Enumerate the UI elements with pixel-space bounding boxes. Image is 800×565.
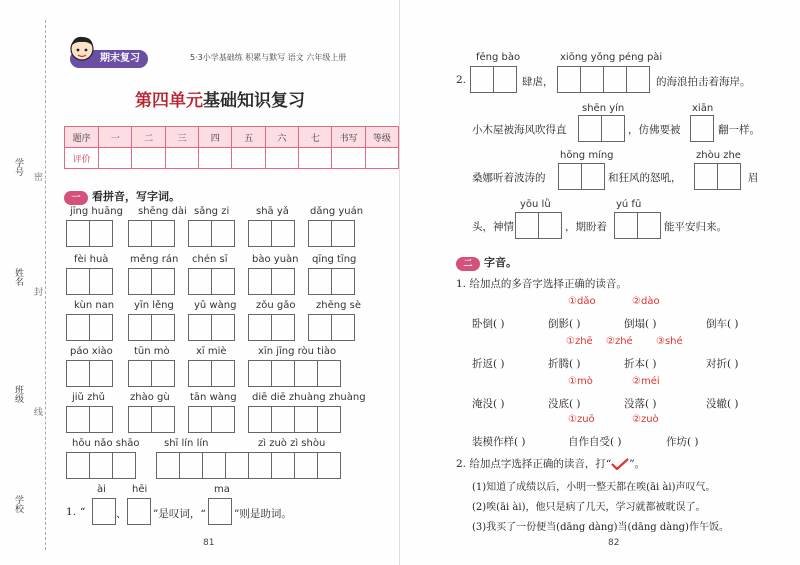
passage-text: 头，神情 (472, 221, 514, 233)
page-number: 82 (608, 538, 620, 548)
write-box-single[interactable] (92, 498, 115, 525)
word-item: 作坊( ) (666, 436, 699, 448)
write-box-quad[interactable] (156, 452, 248, 479)
word-item: 对折( ) (706, 358, 739, 370)
pinyin-label: jīng huāng (70, 206, 123, 217)
write-box-pair[interactable] (248, 268, 294, 295)
write-box-pair[interactable] (694, 163, 740, 190)
pinyin-label: shēn yín (582, 103, 625, 114)
score-header-cell: 七 (299, 127, 332, 148)
score-cell[interactable] (99, 148, 132, 169)
write-box-pair[interactable] (128, 406, 174, 433)
pinyin-label: fèi huà (74, 254, 109, 265)
score-header-cell: 五 (232, 127, 265, 148)
write-box-pair[interactable] (66, 314, 112, 341)
pinyin-label: xīn jīng ròu tiào (258, 346, 337, 357)
score-row-label: 评价 (65, 148, 99, 169)
word-item: 自作自受( ) (568, 436, 622, 448)
write-box-pair[interactable] (308, 314, 354, 341)
write-box-pair[interactable] (188, 406, 234, 433)
option-label: ③shé (656, 336, 683, 347)
word-item: 没底( ) (548, 398, 581, 410)
binding-margin (0, 0, 55, 565)
write-box-pair[interactable] (188, 314, 234, 341)
score-cell[interactable] (232, 148, 265, 169)
open-quote: “ (80, 506, 86, 518)
word-item: 倒塌( ) (624, 318, 657, 330)
pinyin-label: ma (214, 484, 230, 495)
write-box-quad[interactable] (248, 406, 340, 433)
pinyin-label: zhào gù (130, 392, 170, 403)
seal-line (45, 20, 46, 550)
instruction-2: 2. 给加点字选择正确的读音，打“ ”。 (456, 458, 646, 470)
write-box-pair[interactable] (128, 314, 174, 341)
passage-text: 翻一样。 (718, 124, 760, 136)
pinyin-label: bào yuàn (252, 254, 299, 265)
write-box-pair[interactable] (128, 220, 174, 247)
option-label: ②dào (632, 296, 660, 307)
word-item: 折本( ) (624, 358, 657, 370)
right-page (400, 0, 800, 565)
passage-text: 桑娜听着波涛的 (472, 172, 546, 184)
pinyin-label: tūn mò (134, 346, 170, 357)
sentence-1: (1)知道了成绩以后，小明一整天都在唉(āi ài)声叹气。 (472, 482, 716, 493)
passage-text: 和狂风的怒吼， (608, 172, 682, 184)
write-box-pair[interactable] (188, 268, 234, 295)
score-header-cell: 等级 (365, 127, 398, 148)
write-box-quad[interactable] (557, 66, 649, 93)
school-label: 学校 (13, 495, 23, 513)
pinyin-label: zǒu gǎo (256, 300, 296, 311)
section-1-heading: 一 看拼音，写字词。 (64, 188, 180, 205)
pinyin-label: diē diē zhuàng zhuàng (252, 392, 366, 403)
write-box-pair[interactable] (578, 115, 624, 142)
write-box-pair[interactable] (66, 268, 112, 295)
pinyin-label: dǎng yuán (310, 206, 364, 217)
question-1-text-b: ”则是助词。 (234, 508, 292, 520)
option-label: ①zuō (568, 414, 595, 425)
page-number: 81 (203, 538, 215, 548)
pinyin-label: jiǔ zhǔ (72, 392, 105, 403)
word-item: 折腾( ) (548, 358, 581, 370)
separator-text: 、 (116, 508, 127, 520)
write-box-pair[interactable] (558, 163, 604, 190)
pinyin-label: yōu lǜ (520, 199, 551, 210)
score-header-cell: 四 (199, 127, 232, 148)
question-1-text-a: ”是叹词，“ (153, 508, 206, 520)
question-number: 1. (66, 506, 77, 518)
pinyin-label: sǎng zi (194, 206, 230, 217)
passage-text: ，仿佛要被 (628, 124, 681, 136)
passage-text: 眉 (748, 172, 759, 184)
option-label: ②méi (632, 376, 660, 387)
word-item: 没辙( ) (706, 398, 739, 410)
write-box-pair[interactable] (128, 360, 174, 387)
pinyin-label: shī lín lín (164, 438, 209, 449)
word-item: 卧倒( ) (472, 318, 505, 330)
write-box-pair[interactable] (66, 360, 112, 387)
score-header-cell: 题序 (65, 127, 99, 148)
student-id-label: 学号 (13, 158, 23, 176)
section-2-heading: 二 字音。 (456, 254, 517, 271)
seal-word-xian: 线 (34, 408, 44, 418)
pinyin-label: yǔ wàng (194, 300, 237, 311)
sentence-3: (3)我买了一份便当(dāng dàng)当(dāng dàng)作午饭。 (472, 522, 729, 533)
pinyin-label: kùn nan (74, 300, 115, 311)
option-label: ①mò (568, 376, 593, 387)
pinyin-label: yú fū (616, 199, 642, 210)
score-cell[interactable] (265, 148, 298, 169)
page-title: 第四单元基础知识复习 (135, 91, 305, 111)
series-title: 5·3小学基础练 积累与默写 语文 六年级上册 (190, 53, 347, 62)
check-mark-icon (611, 458, 629, 470)
class-label: 班级 (13, 385, 23, 403)
page-header (70, 48, 380, 68)
option-label: ①zhē (566, 336, 593, 347)
score-header-cell: 书写 (332, 127, 365, 148)
write-box-single[interactable] (208, 498, 231, 525)
option-label: ②zuò (632, 414, 659, 425)
pinyin-label: ài (97, 484, 106, 495)
write-box-pair[interactable] (248, 314, 294, 341)
write-box-pair[interactable] (614, 212, 660, 239)
passage-text: 肆虐， (522, 76, 554, 88)
write-box-pair[interactable] (188, 220, 234, 247)
pinyin-label: xiōng yǒng péng pài (560, 52, 663, 63)
write-box-pair[interactable] (128, 268, 174, 295)
pinyin-label: hēi (132, 484, 148, 495)
question-number: 2. (456, 74, 467, 86)
pinyin-label: qīng tīng (312, 254, 357, 265)
pinyin-label: zhēng sè (316, 300, 361, 311)
write-box-pair[interactable] (248, 220, 294, 247)
pinyin-label: chén sī (192, 254, 228, 265)
word-item: 倒影( ) (548, 318, 581, 330)
sentence-2: (2)唉(āi ài)，他只是病了几天，学习就都被耽误了。 (472, 502, 706, 513)
word-item: 折返( ) (472, 358, 505, 370)
write-box-pair[interactable] (66, 220, 112, 247)
word-item: 装模作样( ) (472, 436, 526, 448)
score-header-cell: 一 (99, 127, 132, 148)
passage-text: 的海浪拍击着海岸。 (656, 76, 751, 88)
score-header-cell: 二 (132, 127, 165, 148)
pinyin-label: tān wàng (190, 392, 237, 403)
write-box-pair[interactable] (308, 220, 354, 247)
score-header-cell: 三 (165, 127, 198, 148)
score-cell[interactable] (132, 148, 165, 169)
student-avatar-icon (68, 34, 96, 64)
write-box-single[interactable] (127, 498, 150, 525)
write-box-pair[interactable] (188, 360, 234, 387)
pinyin-label: měng rán (130, 254, 179, 265)
write-box-pair[interactable] (470, 66, 516, 93)
score-cell[interactable] (365, 148, 398, 169)
option-label: ①dǎo (568, 296, 596, 307)
pinyin-label: xī miè (196, 346, 227, 357)
write-box-pair[interactable] (66, 406, 112, 433)
pinyin-label: hōu nǎo shāo (72, 438, 140, 449)
write-box-quad[interactable] (248, 360, 340, 387)
pinyin-label: hōng míng (560, 150, 614, 161)
write-box-triple[interactable] (66, 452, 135, 479)
write-box-pair[interactable] (308, 268, 354, 295)
score-header-cell: 六 (265, 127, 298, 148)
pinyin-label: shēng dài (138, 206, 187, 217)
word-item: 倒车( ) (706, 318, 739, 330)
pinyin-label: shā yǎ (256, 206, 289, 217)
write-box-pair[interactable] (515, 212, 561, 239)
passage-text: 小木屋被海风吹得直 (472, 124, 567, 136)
pinyin-label: fēng bào (476, 52, 521, 63)
name-label: 姓名 (13, 268, 23, 286)
word-item: 淹没( ) (472, 398, 505, 410)
pinyin-label: zhòu zhe (696, 150, 741, 161)
score-cell[interactable] (332, 148, 365, 169)
score-cell[interactable] (199, 148, 232, 169)
write-box-single[interactable] (690, 115, 713, 142)
review-badge: 期末复习 (70, 50, 148, 68)
score-table (64, 126, 399, 169)
passage-text: ，期盼着 (565, 221, 607, 233)
score-cell[interactable] (299, 148, 332, 169)
seal-word-feng: 封 (34, 288, 44, 298)
option-label: ②zhé (606, 336, 633, 347)
instruction-1: 1. 给加点的多音字选择正确的读音。 (456, 278, 627, 290)
pinyin-label: yīn lěng (134, 300, 174, 311)
score-cell[interactable] (165, 148, 198, 169)
word-item: 没落( ) (624, 398, 657, 410)
seal-word-mi: 密 (34, 173, 44, 183)
write-box-quad[interactable] (248, 452, 340, 479)
pinyin-label: páo xiào (70, 346, 113, 357)
pinyin-label: xiān (692, 103, 714, 114)
passage-text: 能平安归来。 (664, 221, 727, 233)
pinyin-label: zì zuò zì shòu (258, 438, 326, 449)
